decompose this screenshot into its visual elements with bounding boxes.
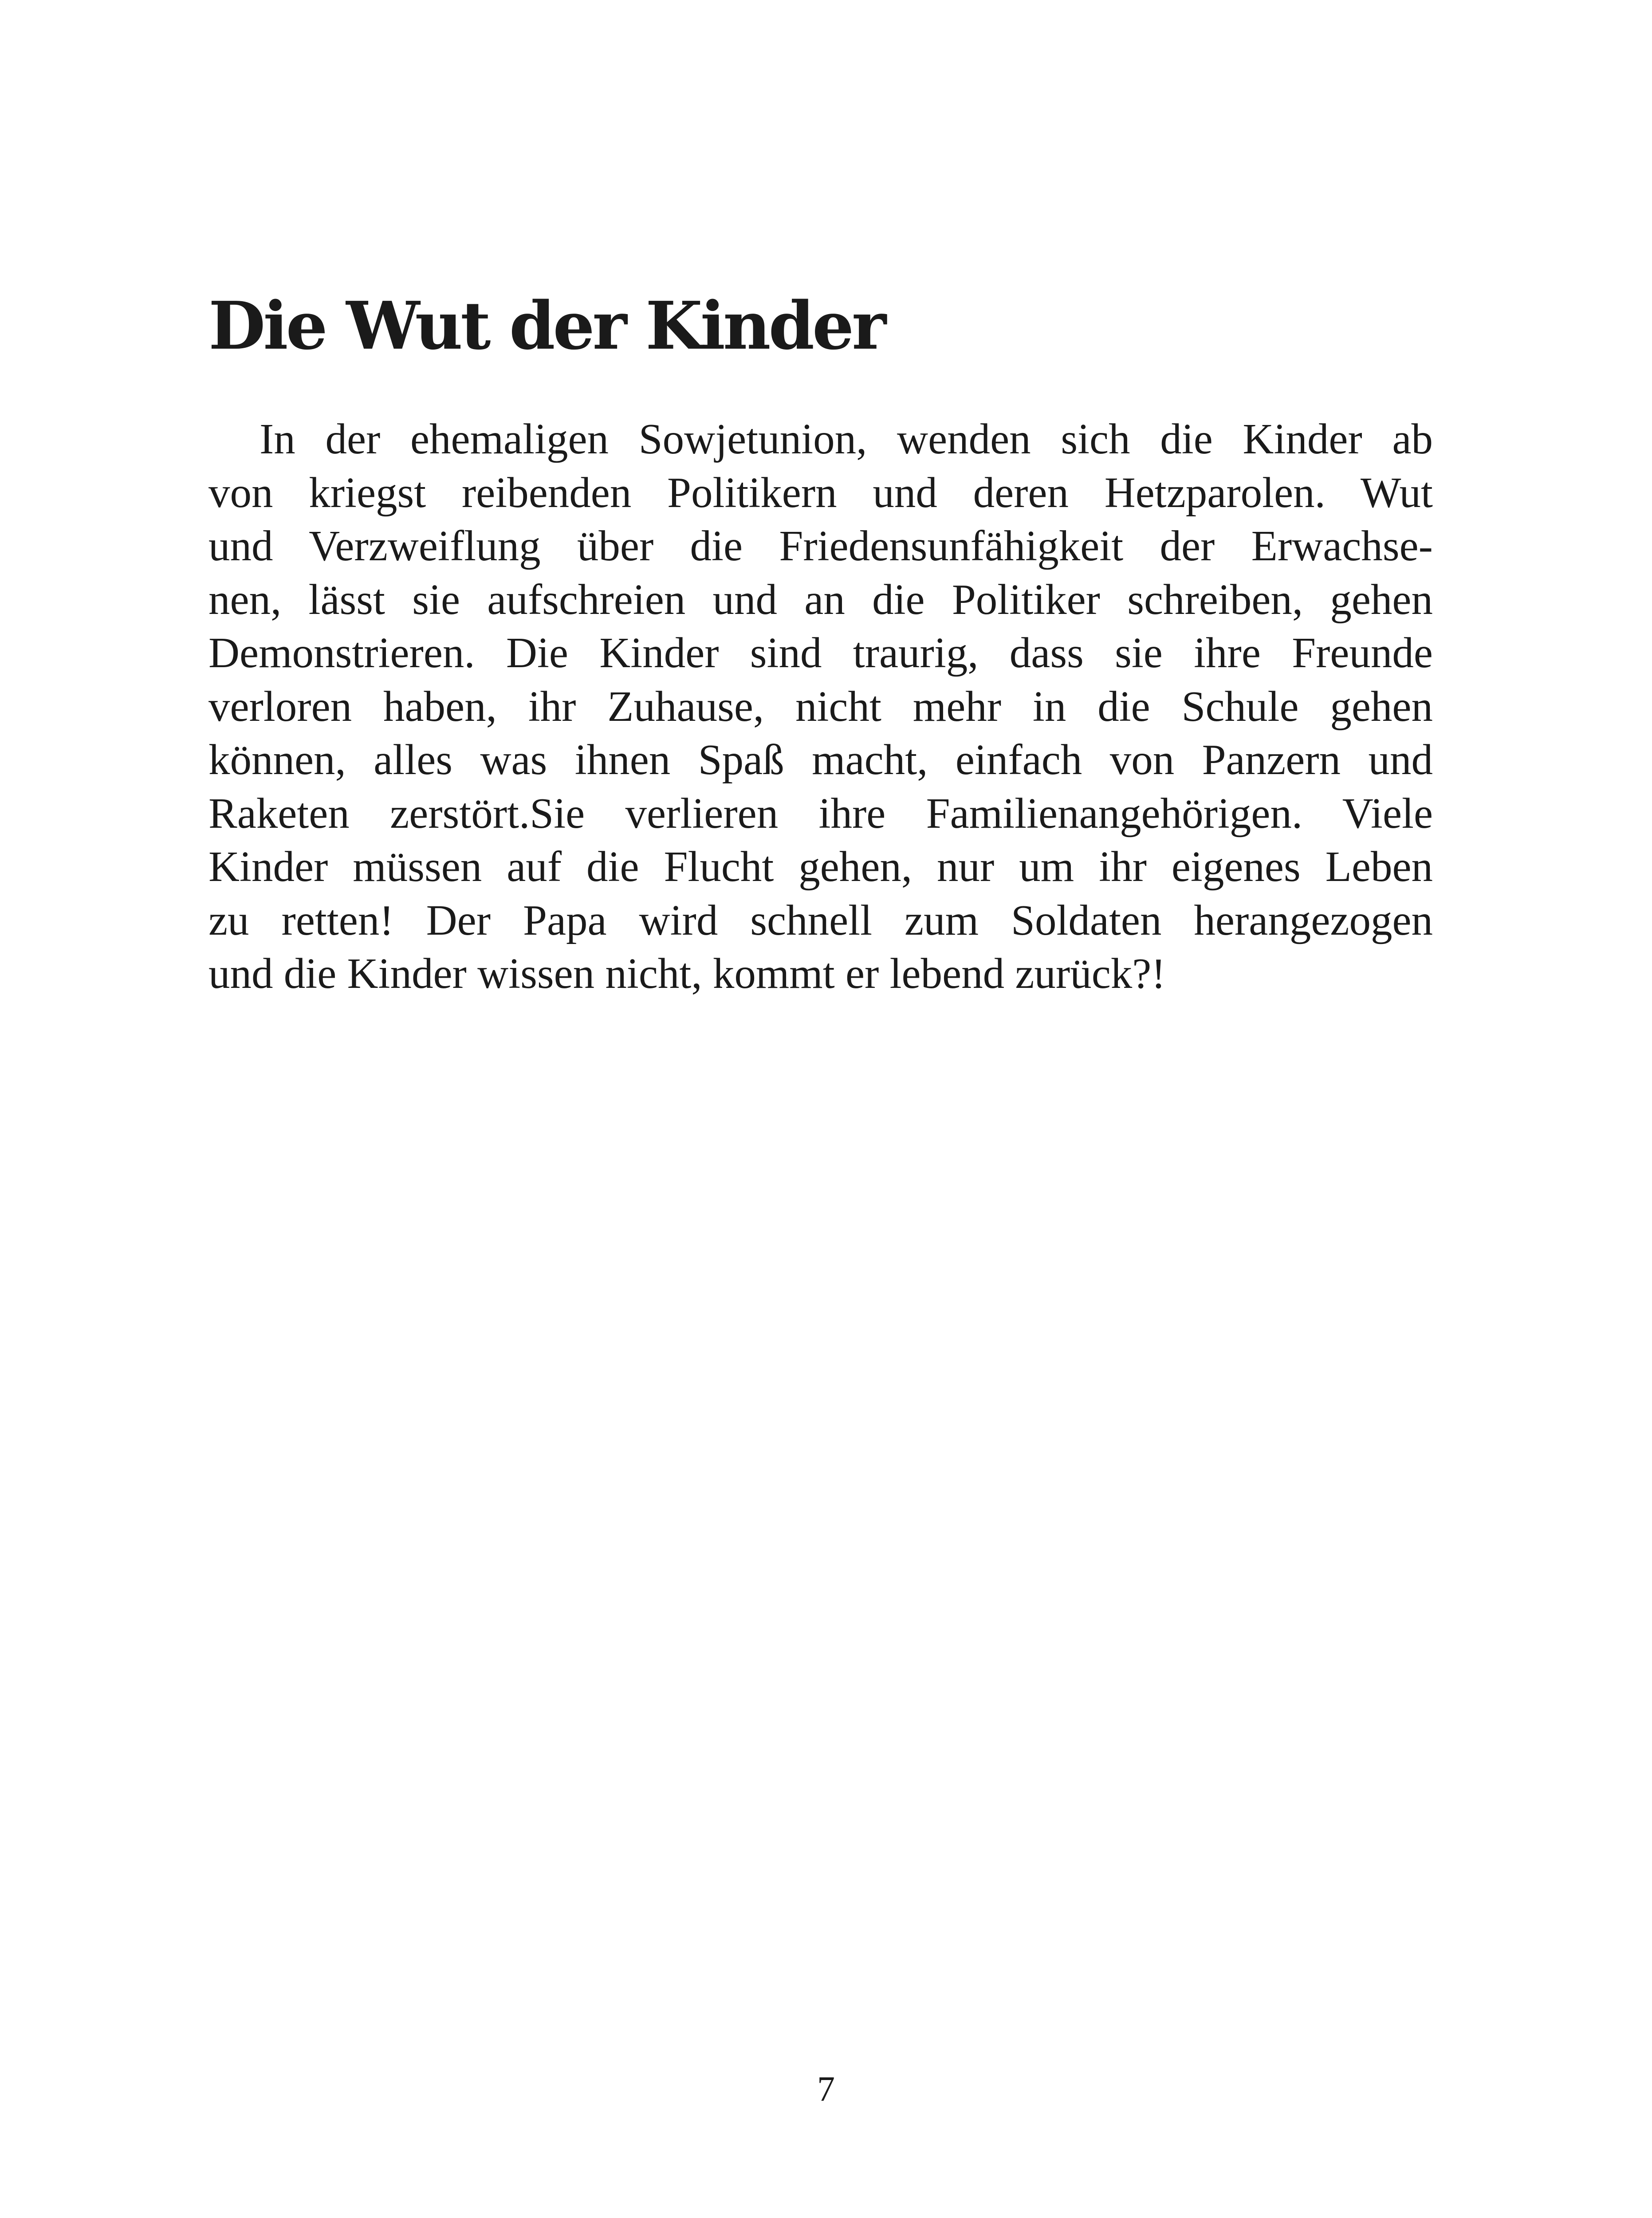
paragraph-line: Kinder müssen auf die Flucht gehen, nur um ihr eigenes Leben (208, 843, 1433, 890)
paragraph-line: In der ehemaligen Sowjetunion, wenden sich die Kinder ab (260, 415, 1433, 463)
paragraph-line: und die Kinder wissen nicht, kommt er lebend zurück?! (208, 950, 1166, 997)
paragraph-line: zu retten! Der Papa wird schnell zum Soldaten herangezogen (208, 896, 1433, 944)
paragraph-line: verloren haben, ihr Zuhause, nicht mehr in die Schule gehen (208, 682, 1433, 730)
paragraph-line: nen, lässt sie aufschreien und an die Politiker schreiben, gehen (208, 575, 1433, 623)
paragraph-line: können, alles was ihnen Spaß macht, einfach von Panzern und (208, 736, 1433, 783)
paragraph-line: und Verzweiflung über die Friedensunfähigkeit der Erwachse- (208, 522, 1433, 570)
paragraph-line: Raketen zerstört.Sie verlieren ihre Familienangehörigen. Viele (208, 789, 1433, 837)
paragraph-line: von kriegst reibenden Politikern und deren Hetzparolen. Wut (208, 468, 1433, 516)
chapter-title: Die Wut der Kinder (208, 287, 885, 364)
body-paragraph (208, 413, 1433, 1001)
page-number: 7 (817, 2070, 835, 2109)
paragraph-line: Demonstrieren. Die Kinder sind traurig, dass sie ihre Freunde (208, 629, 1433, 676)
